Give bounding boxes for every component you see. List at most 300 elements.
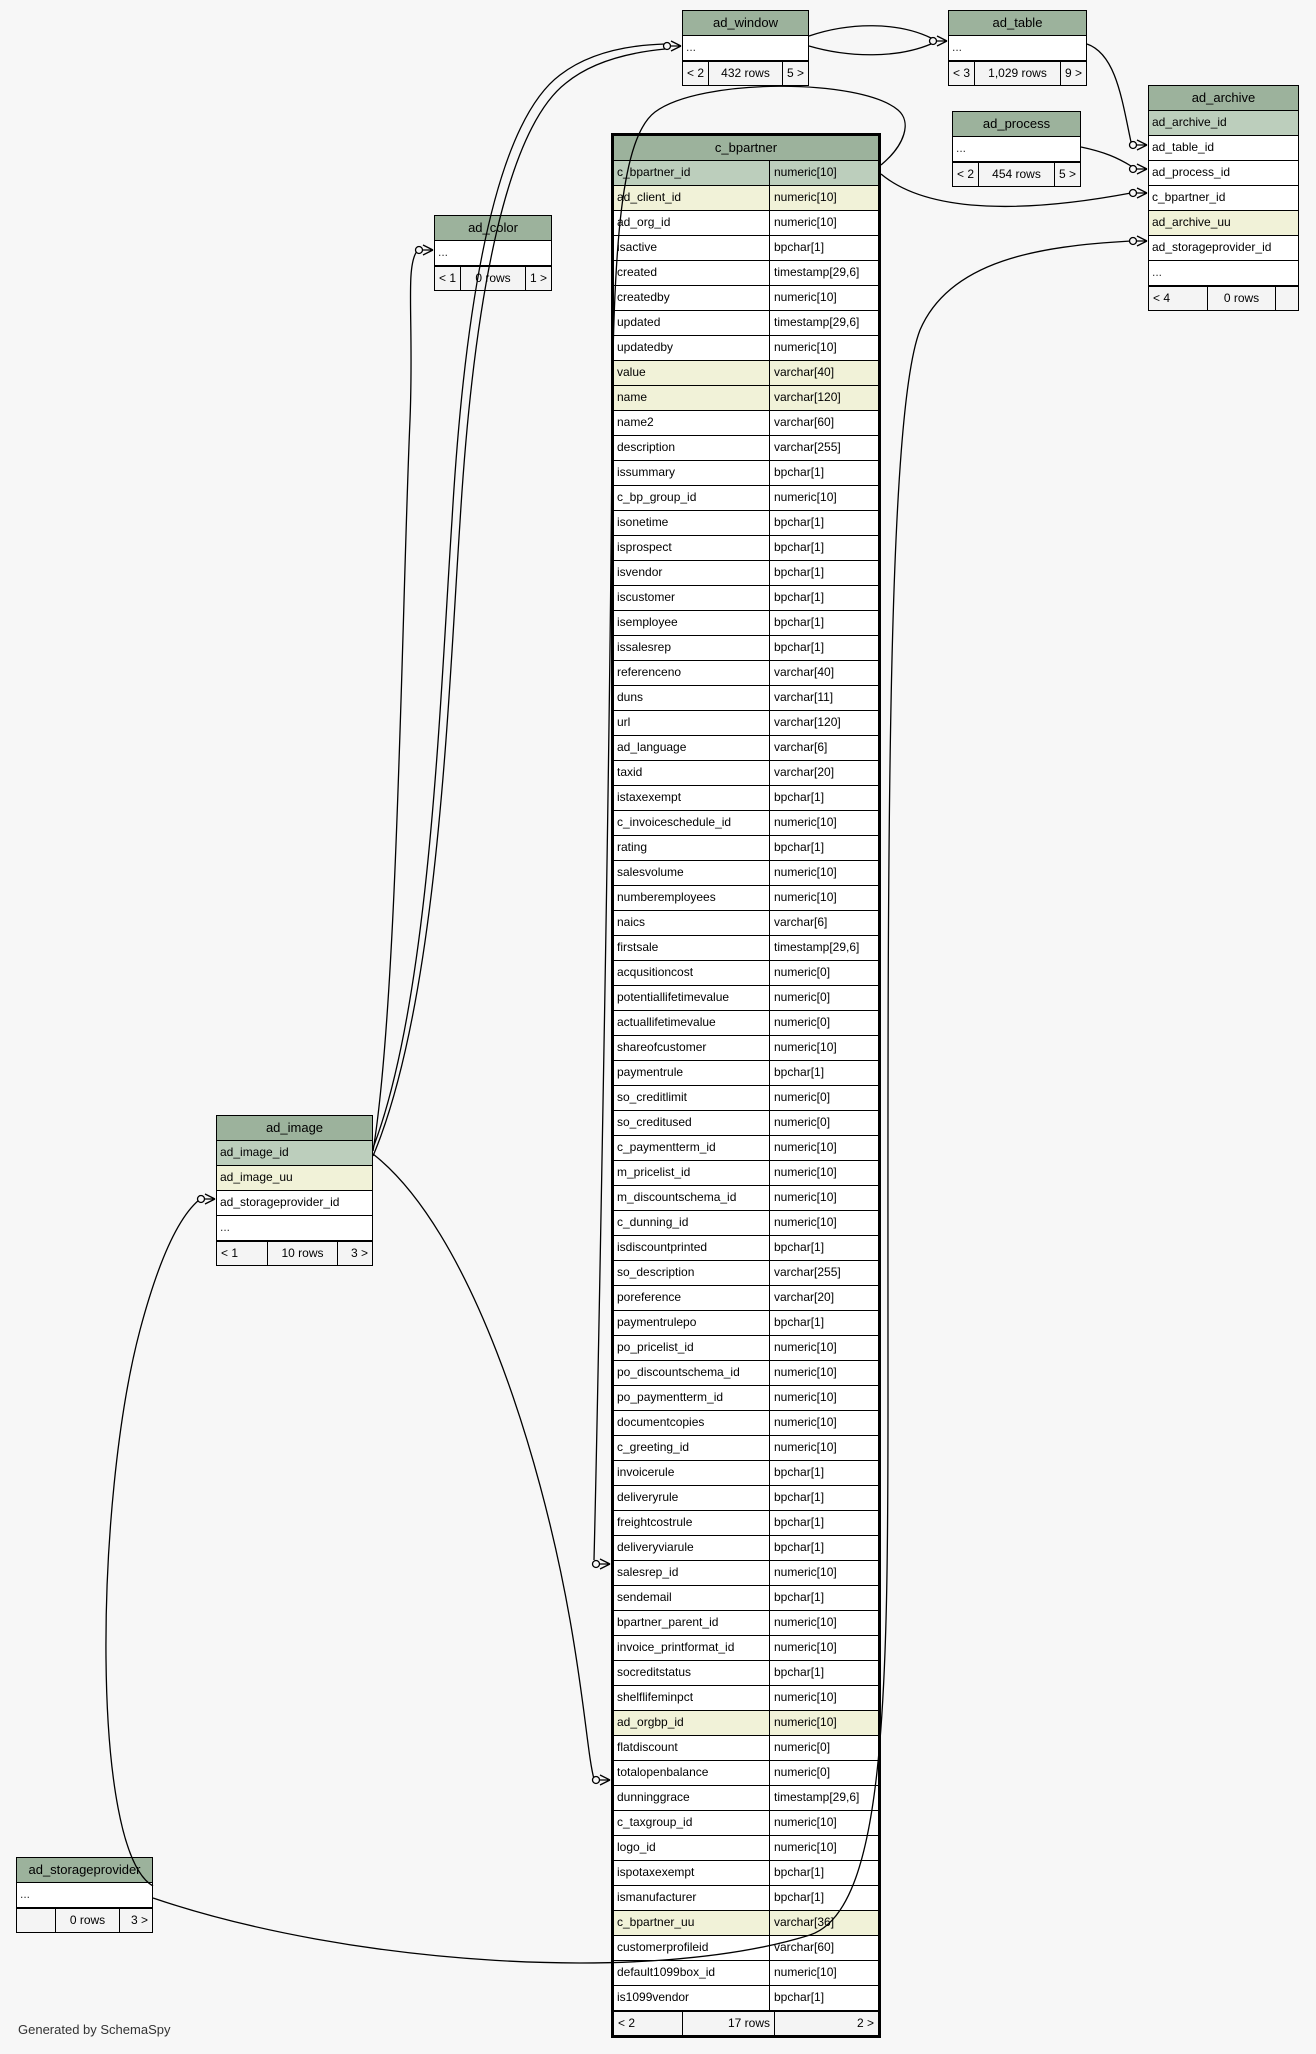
column-name: m_discountschema_id	[617, 1190, 737, 1204]
column-type: numeric[10]	[769, 1411, 878, 1435]
table-footer-ad_color	[435, 266, 551, 290]
column-row-description	[614, 436, 878, 461]
footer-mid-cell: 454 rows	[978, 163, 1054, 186]
column-row-name2	[614, 411, 878, 436]
column-row-duns	[614, 686, 878, 711]
column-name: value	[617, 365, 646, 379]
column-type: timestamp[29,6]	[769, 1786, 878, 1810]
column-row-paymentrule	[614, 1061, 878, 1086]
column-name: actuallifetimevalue	[617, 1015, 716, 1029]
column-name: is1099vendor	[617, 1990, 690, 2004]
column-name: shareofcustomer	[617, 1040, 707, 1054]
column-type: varchar[120]	[769, 711, 878, 735]
column-row-c_dunning_id	[614, 1211, 878, 1236]
column-name: c_bpartner_id	[617, 165, 691, 179]
column-type: numeric[10]	[769, 211, 878, 235]
column-type: varchar[11]	[769, 686, 878, 710]
column-name: isprospect	[617, 540, 672, 554]
column-row-firstsale	[614, 936, 878, 961]
column-row-paymentrulepo	[614, 1311, 878, 1336]
column-type: bpchar[1]	[769, 786, 878, 810]
column-name: ad_process_id	[1152, 165, 1231, 179]
column-name: issalesrep	[617, 640, 672, 654]
column-type: numeric[10]	[769, 1811, 878, 1835]
column-name: updatedby	[617, 340, 674, 354]
column-name: ad_orgbp_id	[617, 1715, 684, 1729]
column-type: numeric[10]	[769, 1211, 878, 1235]
column-row-c_taxgroup_id	[614, 1811, 878, 1836]
column-name: ad_storageprovider_id	[1152, 240, 1272, 254]
column-name: isemployee	[617, 615, 678, 629]
column-type: numeric[10]	[769, 1561, 878, 1585]
column-type: bpchar[1]	[769, 1461, 878, 1485]
entity-ad_window[interactable]	[682, 10, 809, 86]
column-type: numeric[10]	[769, 1036, 878, 1060]
column-row-ismanufacturer	[614, 1886, 878, 1911]
column-type: numeric[10]	[769, 1161, 878, 1185]
column-row-logo_id	[614, 1836, 878, 1861]
column-type: bpchar[1]	[769, 536, 878, 560]
column-type: varchar[6]	[769, 911, 878, 935]
column-type: bpchar[1]	[769, 586, 878, 610]
footer-right-cell: 5 >	[782, 62, 808, 85]
table-header-c_bpartner[interactable]: c_bpartner	[614, 136, 878, 161]
column-type: varchar[36]	[769, 1911, 878, 1935]
column-row-po_discountschema_id	[614, 1361, 878, 1386]
column-type: varchar[20]	[769, 1286, 878, 1310]
entity-ad_color[interactable]	[434, 215, 552, 291]
column-row-invoicerule	[614, 1461, 878, 1486]
table-header-ad_window[interactable]: ad_window	[683, 11, 808, 36]
column-row-m_pricelist_id	[614, 1161, 878, 1186]
column-name: isactive	[617, 240, 658, 254]
column-row-issummary	[614, 461, 878, 486]
column-type: varchar[40]	[769, 361, 878, 385]
column-row-acqusitioncost	[614, 961, 878, 986]
column-type: numeric[10]	[769, 811, 878, 835]
column-row-c_bpartner_uu	[614, 1911, 878, 1936]
column-name: poreference	[617, 1290, 682, 1304]
column-type: bpchar[1]	[769, 1661, 878, 1685]
column-name: istaxexempt	[617, 790, 682, 804]
column-row-socreditstatus	[614, 1661, 878, 1686]
column-type: bpchar[1]	[769, 511, 878, 535]
hidden-columns-row	[683, 36, 808, 61]
column-name: firstsale	[617, 940, 659, 954]
column-row-totalopenbalance	[614, 1761, 878, 1786]
column-type: numeric[10]	[769, 186, 878, 210]
column-type: numeric[10]	[769, 1361, 878, 1385]
column-type: bpchar[1]	[769, 1886, 878, 1910]
column-name: createdby	[617, 290, 670, 304]
column-type: numeric[10]	[769, 886, 878, 910]
footer-right-cell	[1275, 287, 1298, 310]
table-header-ad_process[interactable]: ad_process	[953, 112, 1080, 137]
column-type: timestamp[29,6]	[769, 311, 878, 335]
column-type: bpchar[1]	[769, 1861, 878, 1885]
footer-left-cell: < 4	[1153, 291, 1171, 305]
column-row-dunninggrace	[614, 1786, 878, 1811]
column-type: numeric[10]	[769, 1836, 878, 1860]
column-type: varchar[120]	[769, 386, 878, 410]
column-name: ispotaxexempt	[617, 1865, 695, 1879]
column-name: flatdiscount	[617, 1740, 678, 1754]
column-type: numeric[0]	[769, 1111, 878, 1135]
footer-left-cell: < 2	[687, 66, 705, 80]
column-name: c_invoiceschedule_id	[617, 815, 732, 829]
column-type: bpchar[1]	[769, 236, 878, 260]
column-type: bpchar[1]	[769, 636, 878, 660]
column-type: numeric[10]	[769, 1636, 878, 1660]
column-name: default1099box_id	[617, 1965, 716, 1979]
column-row-updatedby	[614, 336, 878, 361]
column-type: numeric[10]	[769, 161, 878, 185]
column-name: documentcopies	[617, 1415, 705, 1429]
column-name: created	[617, 265, 658, 279]
footer-right-cell: 2 >	[774, 2012, 878, 2035]
column-name: freightcostrule	[617, 1515, 693, 1529]
column-type: numeric[10]	[769, 1436, 878, 1460]
column-name: ...	[952, 40, 963, 54]
column-name: paymentrule	[617, 1065, 684, 1079]
column-row-ispotaxexempt	[614, 1861, 878, 1886]
column-row-so_creditused	[614, 1111, 878, 1136]
column-type: numeric[10]	[769, 1711, 878, 1735]
column-name: duns	[617, 690, 644, 704]
column-row-createdby	[614, 286, 878, 311]
table-header-ad_color[interactable]: ad_color	[435, 216, 551, 241]
column-name: ...	[438, 245, 449, 259]
entity-c_bpartner[interactable]	[611, 133, 881, 2038]
column-row-c_invoiceschedule_id	[614, 811, 878, 836]
column-name: isdiscountprinted	[617, 1240, 708, 1254]
column-type: bpchar[1]	[769, 1986, 878, 2010]
table-footer-ad_process	[953, 162, 1080, 186]
column-row-flatdiscount	[614, 1736, 878, 1761]
column-row-ad_archive_uu	[1149, 211, 1298, 236]
column-row-isonetime	[614, 511, 878, 536]
column-row-sendemail	[614, 1586, 878, 1611]
footer-left-cell	[17, 1909, 55, 1932]
column-type: numeric[10]	[769, 486, 878, 510]
column-name: po_discountschema_id	[617, 1365, 740, 1379]
column-type: numeric[10]	[769, 1136, 878, 1160]
footer-mid-cell: 0 rows	[55, 1909, 119, 1932]
column-type: bpchar[1]	[769, 561, 878, 585]
hidden-columns-row	[217, 1216, 372, 1241]
column-name: numberemployees	[617, 890, 716, 904]
column-row-value	[614, 361, 878, 386]
column-type: varchar[255]	[769, 1261, 878, 1285]
column-row-bpartner_parent_id	[614, 1611, 878, 1636]
column-type: bpchar[1]	[769, 1236, 878, 1260]
column-type: varchar[255]	[769, 436, 878, 460]
column-name: ad_archive_uu	[1152, 215, 1231, 229]
column-row-shareofcustomer	[614, 1036, 878, 1061]
column-name: ...	[686, 40, 697, 54]
column-row-po_pricelist_id	[614, 1336, 878, 1361]
hidden-columns-row	[435, 241, 551, 266]
column-name: iscustomer	[617, 590, 676, 604]
footer-mid-cell: 1,029 rows	[974, 62, 1060, 85]
column-name: ...	[1152, 265, 1163, 279]
column-type: numeric[10]	[769, 861, 878, 885]
column-row-c_bpartner_id	[1149, 186, 1298, 211]
column-row-istaxexempt	[614, 786, 878, 811]
column-row-is1099vendor	[614, 1986, 878, 2011]
column-name: ad_archive_id	[1152, 115, 1227, 129]
column-row-issalesrep	[614, 636, 878, 661]
table-header-ad_image[interactable]: ad_image	[217, 1116, 372, 1141]
column-type: bpchar[1]	[769, 836, 878, 860]
column-name: c_bpartner_id	[1152, 190, 1226, 204]
column-row-created	[614, 261, 878, 286]
column-name: taxid	[617, 765, 643, 779]
table-footer-c_bpartner	[614, 2011, 878, 2035]
column-row-ad_storageprovider_id	[217, 1191, 372, 1216]
hidden-columns-row	[1149, 261, 1298, 286]
footer-left-cell: < 2	[618, 2016, 636, 2030]
footer-mid-cell: 0 rows	[1207, 287, 1275, 310]
column-row-naics	[614, 911, 878, 936]
column-row-salesvolume	[614, 861, 878, 886]
column-type: bpchar[1]	[769, 611, 878, 635]
entity-ad_archive[interactable]	[1148, 85, 1299, 311]
column-row-po_paymentterm_id	[614, 1386, 878, 1411]
generator-caption: Generated by SchemaSpy	[18, 2022, 171, 2037]
column-name: name2	[617, 415, 654, 429]
footer-mid-cell: 17 rows	[682, 2012, 774, 2035]
column-row-ad_org_id	[614, 211, 878, 236]
column-name: deliveryviarule	[617, 1540, 694, 1554]
column-row-default1099box_id	[614, 1961, 878, 1986]
column-row-deliveryrule	[614, 1486, 878, 1511]
column-row-ad_archive_id	[1149, 111, 1298, 136]
column-type: bpchar[1]	[769, 1486, 878, 1510]
column-name: invoicerule	[617, 1465, 675, 1479]
footer-right-cell: 1 >	[525, 267, 551, 290]
column-row-iscustomer	[614, 586, 878, 611]
hidden-columns-row	[949, 36, 1086, 61]
footer-left-cell: < 1	[439, 271, 457, 285]
column-type: numeric[10]	[769, 1336, 878, 1360]
column-type: varchar[6]	[769, 736, 878, 760]
column-type: numeric[0]	[769, 1736, 878, 1760]
table-header-ad_archive[interactable]: ad_archive	[1149, 86, 1298, 111]
column-row-ad_image_uu	[217, 1166, 372, 1191]
column-row-c_greeting_id	[614, 1436, 878, 1461]
column-type: numeric[0]	[769, 961, 878, 985]
column-row-actuallifetimevalue	[614, 1011, 878, 1036]
column-name: m_pricelist_id	[617, 1165, 691, 1179]
column-name: rating	[617, 840, 648, 854]
column-name: acqusitioncost	[617, 965, 694, 979]
column-row-documentcopies	[614, 1411, 878, 1436]
footer-mid-cell: 0 rows	[460, 267, 525, 290]
column-row-ad_language	[614, 736, 878, 761]
footer-mid-cell: 10 rows	[267, 1242, 337, 1265]
column-type: numeric[10]	[769, 1186, 878, 1210]
column-row-numberemployees	[614, 886, 878, 911]
hidden-columns-row	[17, 1883, 152, 1908]
column-name: logo_id	[617, 1840, 656, 1854]
column-name: c_greeting_id	[617, 1440, 690, 1454]
column-name: c_bp_group_id	[617, 490, 697, 504]
entity-ad_table[interactable]	[948, 10, 1087, 86]
column-row-taxid	[614, 761, 878, 786]
column-type: numeric[0]	[769, 986, 878, 1010]
column-row-c_bpartner_id	[614, 161, 878, 186]
column-row-rating	[614, 836, 878, 861]
column-type: varchar[40]	[769, 661, 878, 685]
column-row-isdiscountprinted	[614, 1236, 878, 1261]
column-row-ad_process_id	[1149, 161, 1298, 186]
column-type: numeric[0]	[769, 1086, 878, 1110]
column-type: timestamp[29,6]	[769, 936, 878, 960]
column-type: bpchar[1]	[769, 461, 878, 485]
column-name: socreditstatus	[617, 1665, 692, 1679]
column-row-isactive	[614, 236, 878, 261]
column-name: ad_storageprovider_id	[220, 1195, 340, 1209]
column-name: c_paymentterm_id	[617, 1140, 716, 1154]
column-row-freightcostrule	[614, 1511, 878, 1536]
column-type: bpchar[1]	[769, 1511, 878, 1535]
column-name: updated	[617, 315, 661, 329]
column-name: ad_language	[617, 740, 687, 754]
column-row-ad_orgbp_id	[614, 1711, 878, 1736]
column-row-deliveryviarule	[614, 1536, 878, 1561]
footer-right-cell: 5 >	[1054, 163, 1080, 186]
column-type: numeric[0]	[769, 1761, 878, 1785]
column-row-potentiallifetimevalue	[614, 986, 878, 1011]
column-row-ad_image_id	[217, 1141, 372, 1166]
column-row-isvendor	[614, 561, 878, 586]
column-name: so_creditused	[617, 1115, 692, 1129]
column-name: deliveryrule	[617, 1490, 679, 1504]
column-name: ...	[956, 141, 967, 155]
table-footer-ad_table	[949, 61, 1086, 85]
column-name: c_dunning_id	[617, 1215, 689, 1229]
column-name: c_bpartner_uu	[617, 1915, 695, 1929]
hidden-columns-row	[953, 137, 1080, 162]
column-row-c_paymentterm_id	[614, 1136, 878, 1161]
column-type: bpchar[1]	[769, 1586, 878, 1610]
footer-left-cell: < 2	[957, 167, 975, 181]
column-type: bpchar[1]	[769, 1061, 878, 1085]
footer-right-cell: 3 >	[337, 1242, 372, 1265]
column-row-so_creditlimit	[614, 1086, 878, 1111]
table-header-ad_table[interactable]: ad_table	[949, 11, 1086, 36]
column-name: ad_client_id	[617, 190, 682, 204]
column-type: bpchar[1]	[769, 1311, 878, 1335]
column-name: dunninggrace	[617, 1790, 690, 1804]
column-name: isvendor	[617, 565, 663, 579]
column-type: numeric[10]	[769, 336, 878, 360]
column-row-c_bp_group_id	[614, 486, 878, 511]
column-row-ad_client_id	[614, 186, 878, 211]
column-row-url	[614, 711, 878, 736]
column-row-salesrep_id	[614, 1561, 878, 1586]
column-row-isemployee	[614, 611, 878, 636]
column-name: referenceno	[617, 665, 682, 679]
column-row-so_description	[614, 1261, 878, 1286]
column-name: ad_image_uu	[220, 1170, 293, 1184]
column-row-ad_storageprovider_id	[1149, 236, 1298, 261]
column-name: ad_org_id	[617, 215, 671, 229]
column-name: issummary	[617, 465, 676, 479]
column-row-referenceno	[614, 661, 878, 686]
column-name: salesrep_id	[617, 1565, 679, 1579]
column-type: varchar[60]	[769, 1936, 878, 1960]
column-type: numeric[0]	[769, 1011, 878, 1035]
column-name: totalopenbalance	[617, 1765, 709, 1779]
column-row-invoice_printformat_id	[614, 1636, 878, 1661]
column-type: numeric[10]	[769, 286, 878, 310]
column-name: salesvolume	[617, 865, 684, 879]
entity-ad_image[interactable]	[216, 1115, 373, 1266]
table-footer-ad_image	[217, 1241, 372, 1265]
column-name: so_description	[617, 1265, 695, 1279]
column-name: po_paymentterm_id	[617, 1390, 724, 1404]
column-row-m_discountschema_id	[614, 1186, 878, 1211]
column-type: numeric[10]	[769, 1686, 878, 1710]
footer-left-cell: < 3	[953, 66, 971, 80]
entity-ad_storageprovider[interactable]	[16, 1857, 153, 1933]
column-name: name	[617, 390, 648, 404]
footer-right-cell: 9 >	[1060, 62, 1086, 85]
column-type: numeric[10]	[769, 1961, 878, 1985]
column-name: shelflifeminpct	[617, 1690, 694, 1704]
column-type: bpchar[1]	[769, 1536, 878, 1560]
footer-left-cell: < 1	[221, 1246, 239, 1260]
column-type: numeric[10]	[769, 1611, 878, 1635]
column-name: url	[617, 715, 631, 729]
column-type: varchar[20]	[769, 761, 878, 785]
column-type: numeric[10]	[769, 1386, 878, 1410]
table-header-ad_storageprovider[interactable]: ad_storageprovider	[17, 1858, 152, 1883]
column-name: invoice_printformat_id	[617, 1640, 735, 1654]
column-name: ...	[20, 1887, 31, 1901]
column-name: bpartner_parent_id	[617, 1615, 719, 1629]
column-row-name	[614, 386, 878, 411]
column-type: varchar[60]	[769, 411, 878, 435]
footer-right-cell: 3 >	[119, 1909, 152, 1932]
column-name: paymentrulepo	[617, 1315, 697, 1329]
column-row-customerprofileid	[614, 1936, 878, 1961]
column-row-shelflifeminpct	[614, 1686, 878, 1711]
table-footer-ad_archive	[1149, 286, 1298, 310]
table-footer-ad_storageprovider	[17, 1908, 152, 1932]
column-name: customerprofileid	[617, 1940, 709, 1954]
column-name: ad_image_id	[220, 1145, 289, 1159]
column-name: ad_table_id	[1152, 140, 1215, 154]
column-type: timestamp[29,6]	[769, 261, 878, 285]
column-name: c_taxgroup_id	[617, 1815, 693, 1829]
column-name: ismanufacturer	[617, 1890, 697, 1904]
column-row-updated	[614, 311, 878, 336]
column-name: sendemail	[617, 1590, 672, 1604]
table-footer-ad_window	[683, 61, 808, 85]
column-row-isprospect	[614, 536, 878, 561]
column-name: description	[617, 440, 676, 454]
column-name: naics	[617, 915, 646, 929]
entity-ad_process[interactable]	[952, 111, 1081, 187]
column-row-ad_table_id	[1149, 136, 1298, 161]
column-name: ...	[220, 1220, 231, 1234]
column-row-poreference	[614, 1286, 878, 1311]
column-name: isonetime	[617, 515, 669, 529]
column-name: so_creditlimit	[617, 1090, 688, 1104]
